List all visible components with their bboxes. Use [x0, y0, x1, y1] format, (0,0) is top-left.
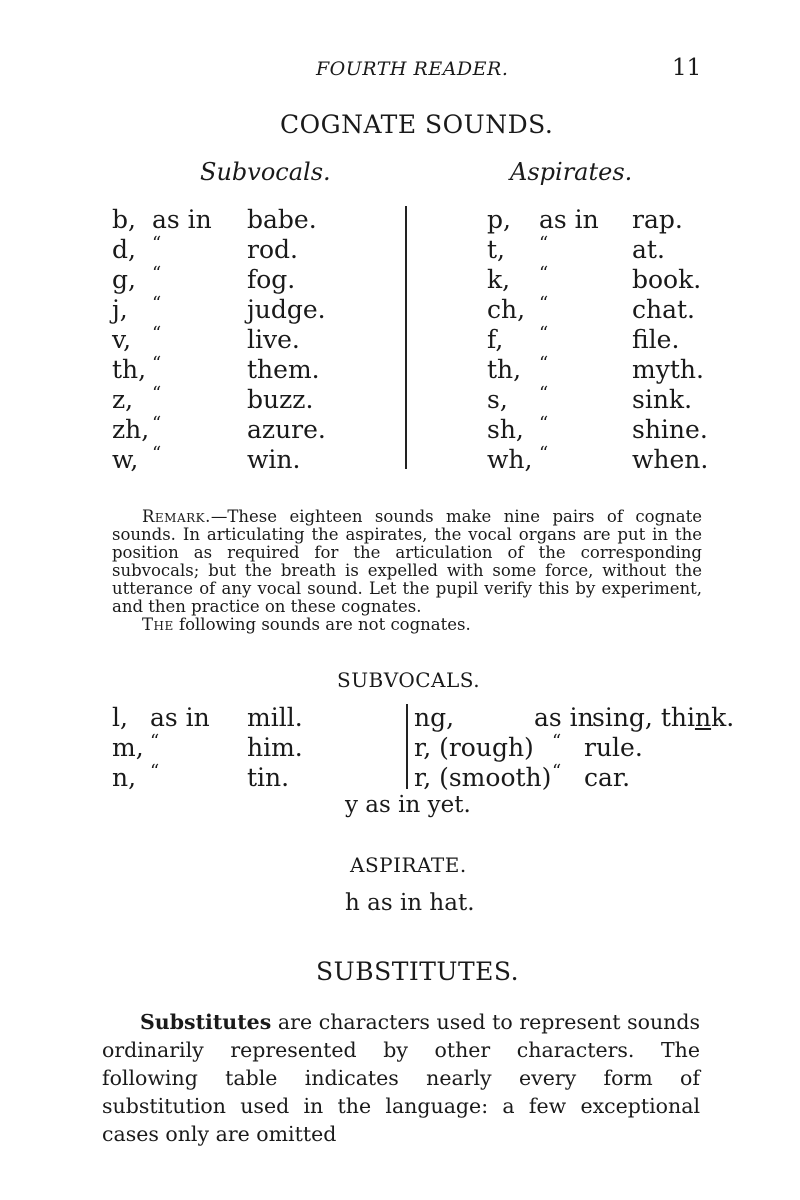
sound-letter: f, — [487, 325, 504, 354]
example-word: rap. — [632, 205, 683, 234]
example-word: azure. — [247, 415, 326, 444]
subvocals-right-list — [414, 703, 735, 793]
substitutes-title: SUBSTITUTES. — [316, 957, 520, 986]
as-in-marker: “ — [152, 263, 162, 284]
followup-text: following sounds are not cognates. — [173, 615, 471, 634]
table-row — [112, 445, 412, 475]
example-word: file. — [632, 325, 680, 354]
sound-letter: m, — [112, 733, 144, 762]
as-in-marker: “ — [539, 293, 549, 314]
as-in-marker: “ — [152, 293, 162, 314]
example-word: fog. — [247, 265, 296, 294]
aspirates-list — [487, 205, 712, 475]
remark-label: Remark. — [142, 507, 211, 526]
as-in-marker: as in — [534, 703, 594, 732]
example-word: rod. — [247, 235, 298, 264]
as-in-marker: “ — [152, 413, 162, 434]
sound-letter: n, — [112, 763, 137, 792]
example-word: book. — [632, 265, 702, 294]
sound-letter: r, (smooth) — [414, 763, 552, 792]
column-divider — [405, 206, 407, 469]
as-in-marker: “ — [539, 323, 549, 344]
example-word: buzz. — [247, 385, 314, 414]
sound-letter: r, (rough) — [414, 733, 534, 762]
as-in-marker: “ — [552, 731, 562, 752]
example-word: chat. — [632, 295, 696, 324]
example-word: car. — [584, 763, 631, 792]
example-word: judge. — [247, 295, 326, 324]
cognate-sounds-title: COGNATE SOUNDS. — [280, 110, 554, 139]
as-in-marker: “ — [152, 323, 162, 344]
example-word: them. — [247, 355, 320, 384]
sound-letter: b, — [112, 205, 136, 234]
subvocals-column-heading: Subvocals. — [200, 158, 331, 186]
subvocals-list — [112, 205, 412, 475]
sound-letter: t, — [487, 235, 505, 264]
aspirates-column-heading: Aspirates. — [510, 158, 633, 186]
sound-letter: sh, — [487, 415, 524, 444]
example-word: sink. — [632, 385, 693, 414]
y-example: y as in yet. — [345, 792, 471, 818]
sound-letter: z, — [112, 385, 134, 414]
table-row — [414, 763, 712, 793]
example-word: live. — [247, 325, 300, 354]
cognate-table — [112, 205, 712, 475]
subvocals-divider — [406, 704, 408, 789]
example-word: myth. — [632, 355, 704, 384]
as-in-marker: “ — [150, 731, 160, 752]
substitutes-paragraph — [102, 1008, 700, 1148]
sound-letter: ng, — [414, 703, 455, 732]
sound-letter: wh, — [487, 445, 533, 474]
sound-letter: g, — [112, 265, 136, 294]
remark-paragraph — [112, 508, 702, 634]
table-row — [487, 415, 712, 445]
sound-letter: l, — [112, 703, 128, 732]
as-in-marker: “ — [539, 443, 549, 464]
aspirate-section-title: ASPIRATE. — [350, 853, 467, 877]
table-row — [487, 205, 712, 235]
substitutes-text: are characters used to represent sounds ordinarily represented by other characters. The following table indicates nearly every form of substitution used in the language: a few exceptional cases only are omitted — [102, 1010, 700, 1146]
as-in-marker: “ — [152, 233, 162, 254]
sound-letter: w, — [112, 445, 139, 474]
as-in-marker: “ — [552, 761, 562, 782]
subvocals-left-list — [112, 703, 402, 793]
table-row — [487, 325, 712, 355]
sound-letter: v, — [112, 325, 132, 354]
as-in-marker: “ — [539, 383, 549, 404]
sound-letter: th, — [112, 355, 147, 384]
remark-text: —These eighteen sounds make nine pairs of cognate sounds. In articulating the aspirates, the vocal organs are put in the position as required for the articulation of the corresponding subvocals; but the breath is expelled with some force, without the utterance of any vocal sound. Let the pupil verify this by experiment, and then practice on these cognates. — [112, 507, 702, 616]
example-word: babe. — [247, 205, 317, 234]
table-row — [414, 733, 712, 763]
subvocals-table — [112, 703, 735, 793]
example-word: mill. — [247, 703, 303, 732]
substitutes-term: Substitutes — [140, 1010, 272, 1034]
as-in-marker: “ — [539, 233, 549, 254]
example-word: sing, think. — [592, 703, 735, 732]
table-row — [487, 355, 712, 385]
as-in-marker: “ — [150, 761, 160, 782]
table-row — [487, 385, 712, 415]
as-in-marker: “ — [539, 413, 549, 434]
as-in-marker: “ — [152, 443, 162, 464]
table-row — [487, 295, 712, 325]
as-in-marker: as in — [150, 703, 210, 732]
as-in-marker: as in — [539, 205, 599, 234]
sound-letter: th, — [487, 355, 522, 384]
running-header: FOURTH READER. — [316, 58, 509, 80]
as-in-marker: “ — [152, 383, 162, 404]
page-number: 11 — [672, 55, 702, 81]
sound-letter: j, — [112, 295, 128, 324]
as-in-marker: “ — [539, 353, 549, 374]
table-row — [112, 763, 402, 793]
sound-letter: zh, — [112, 415, 150, 444]
subvocals-section-title: SUBVOCALS. — [337, 668, 481, 692]
table-row — [487, 265, 712, 295]
h-example: h as in hat. — [345, 890, 475, 916]
table-row — [414, 703, 735, 733]
example-word: when. — [632, 445, 709, 474]
table-row — [487, 235, 712, 265]
sound-letter: d, — [112, 235, 136, 264]
sound-letter: s, — [487, 385, 508, 414]
as-in-marker: “ — [539, 263, 549, 284]
sound-letter: k, — [487, 265, 511, 294]
example-word: rule. — [584, 733, 643, 762]
example-word: tin. — [247, 763, 290, 792]
example-word: shine. — [632, 415, 708, 444]
followup-label: The — [142, 615, 174, 634]
table-row — [487, 445, 712, 475]
example-word: win. — [247, 445, 301, 474]
sound-letter: p, — [487, 205, 511, 234]
as-in-marker: “ — [152, 353, 162, 374]
example-word: at. — [632, 235, 665, 264]
sound-letter: ch, — [487, 295, 526, 324]
as-in-marker: as in — [152, 205, 212, 234]
example-word: him. — [247, 733, 303, 762]
